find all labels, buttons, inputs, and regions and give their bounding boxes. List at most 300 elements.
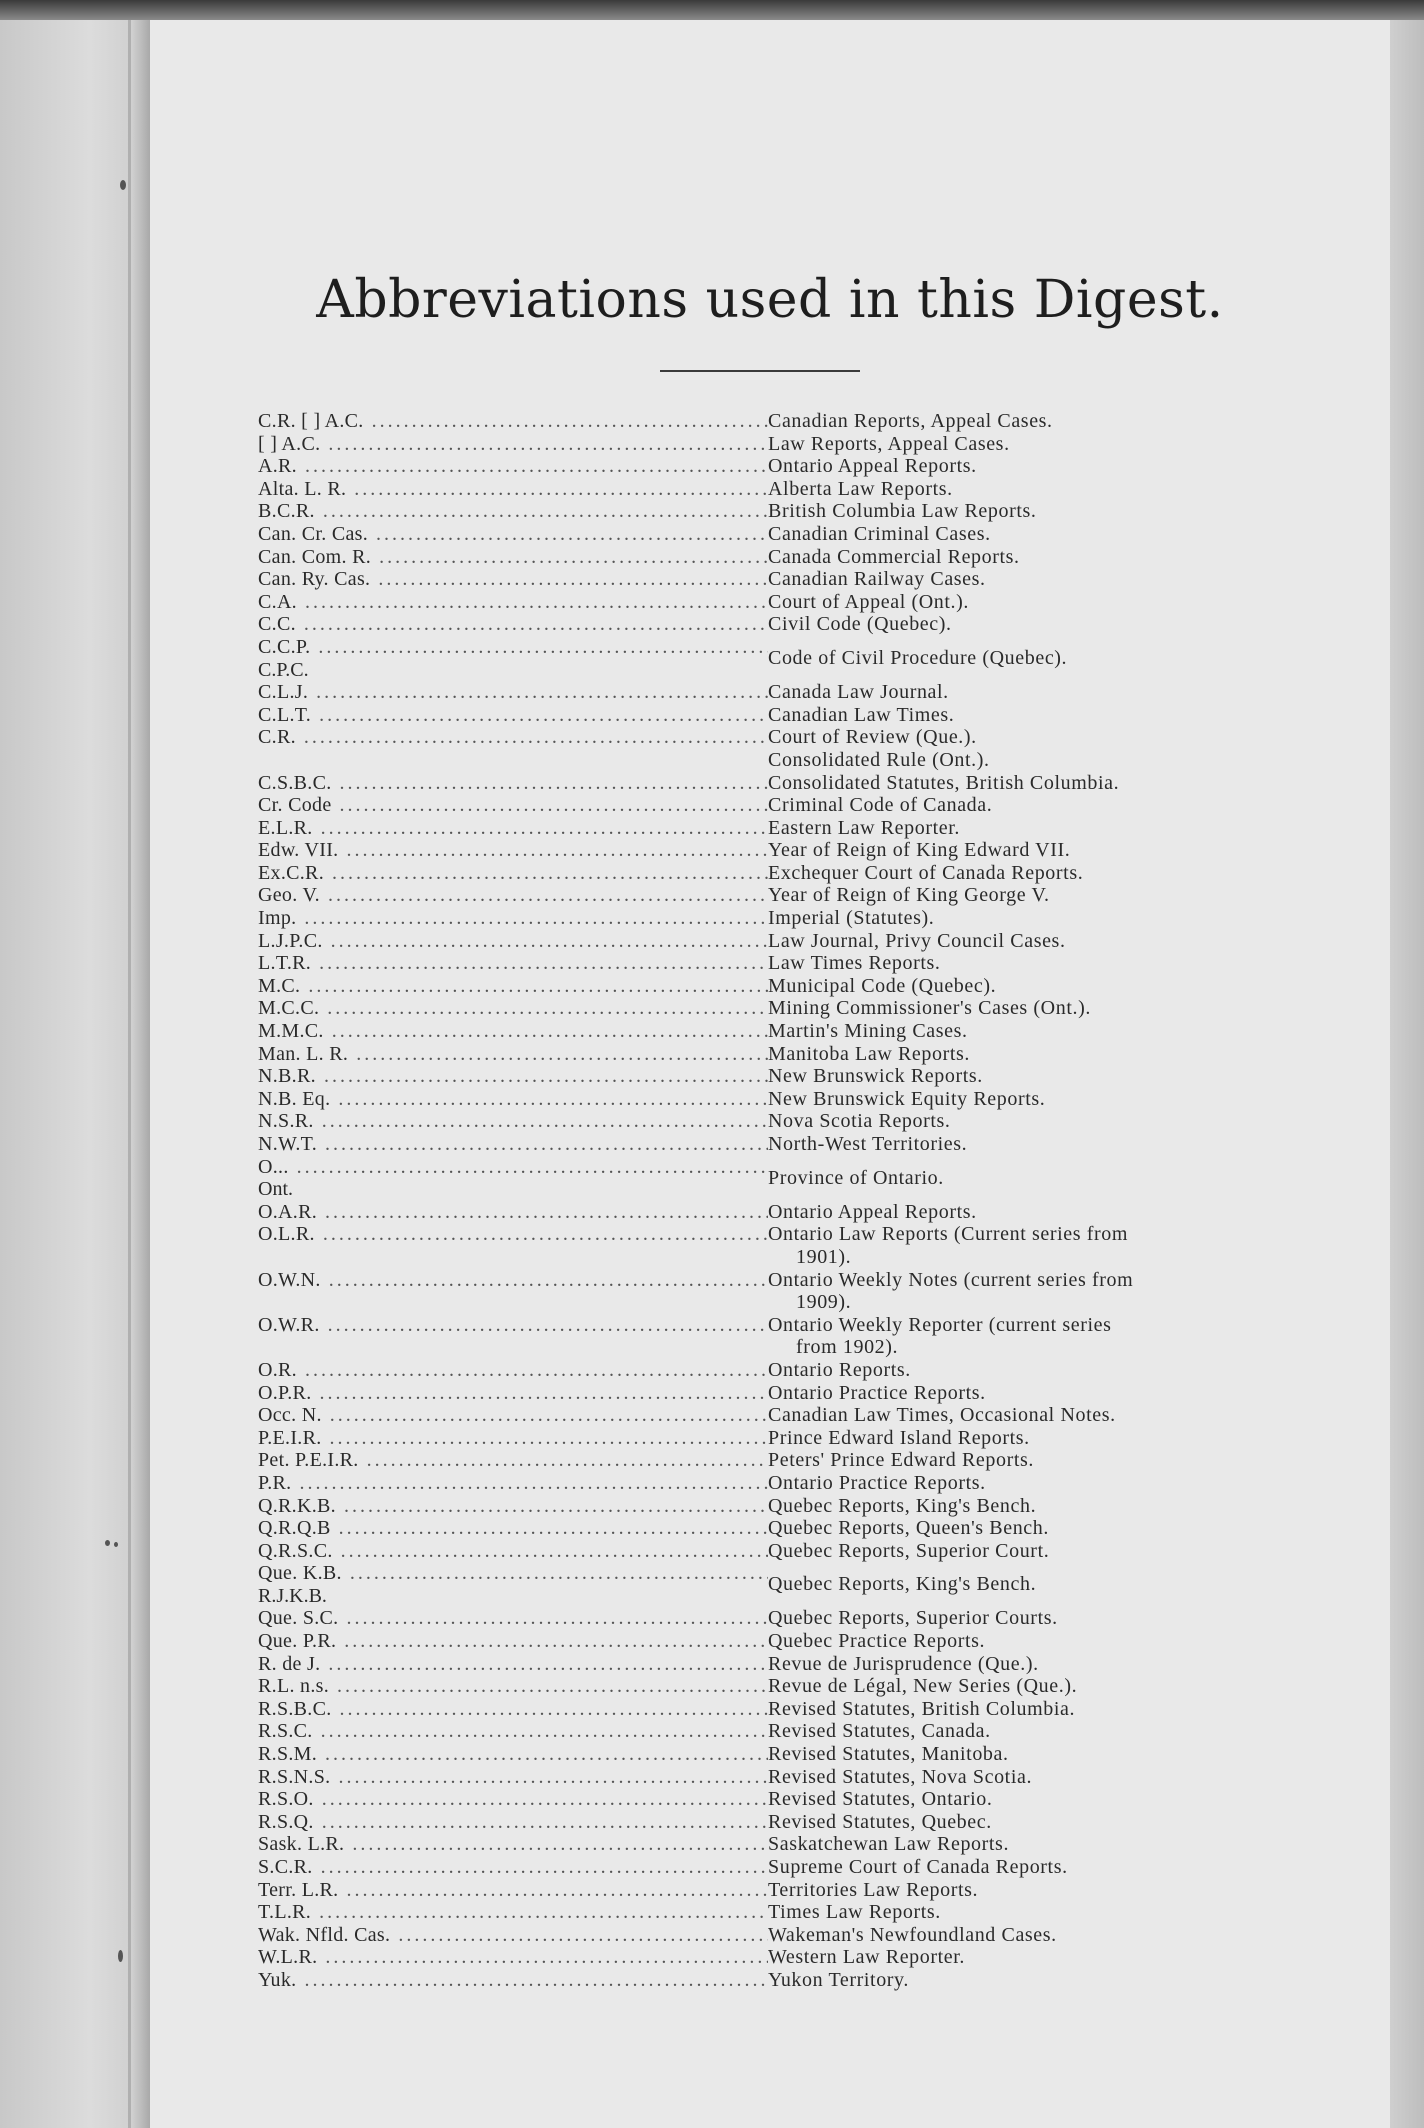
- meaning-column: [768, 1924, 1268, 1947]
- abbreviation-text-alt: R.J.K.B.: [258, 1584, 327, 1607]
- abbreviation-text: R.S.Q. .....: [258, 1811, 768, 1834]
- abbreviation-entry: [258, 839, 1268, 862]
- abbreviation-column: [258, 1201, 768, 1224]
- meaning-text: Canada Commercial Reports.: [768, 545, 1020, 568]
- meaning-column: [768, 884, 1268, 907]
- abbreviation-column: [258, 1382, 768, 1405]
- abbreviation-column: [258, 704, 768, 727]
- abbreviation-column: [258, 1879, 768, 1902]
- abbreviation-text: Alta. L. R. .....: [258, 478, 768, 501]
- meaning-text: Municipal Code (Quebec).: [768, 974, 997, 997]
- meaning-column: [768, 1675, 1268, 1698]
- abbreviation-column: [258, 1946, 768, 1969]
- meaning-text: Alberta Law Reports.: [768, 477, 953, 500]
- abbreviation-column: [258, 1562, 768, 1607]
- meaning-text: Year of Reign of King George V.: [768, 884, 1050, 907]
- abbreviation-text: C.R. [ ] A.C. .....: [258, 410, 768, 433]
- abbreviation-column: [258, 726, 768, 771]
- meaning-column: [768, 1562, 1268, 1607]
- abbreviation-text: W.L.R. .....: [258, 1946, 768, 1969]
- abbreviation-column: [258, 1472, 768, 1495]
- meaning-continuation: 1909).: [796, 1291, 852, 1314]
- abbreviation-text: Cr. Code .....: [258, 794, 768, 817]
- abbreviation-column: [258, 839, 768, 862]
- abbreviation-entry: [258, 1382, 1268, 1405]
- abbreviation-entry: [258, 1766, 1268, 1789]
- abbreviation-column: [258, 500, 768, 523]
- abbreviation-text: O.A.R. .....: [258, 1201, 768, 1224]
- abbreviation-column: [258, 1675, 768, 1698]
- abbreviation-entry: [258, 613, 1268, 636]
- abbreviation-entry: [258, 1359, 1268, 1382]
- abbreviation-entry: [258, 1449, 1268, 1472]
- meaning-text: New Brunswick Equity Reports.: [768, 1087, 1046, 1110]
- abbreviation-text: Q.R.Q.B .....: [258, 1517, 768, 1540]
- abbreviation-entry: [258, 772, 1268, 795]
- meaning-text: Revised Statutes, Manitoba.: [768, 1743, 1009, 1766]
- meaning-column: [768, 1314, 1268, 1359]
- abbreviation-entry: [258, 704, 1268, 727]
- abbreviation-entry: [258, 433, 1268, 456]
- abbreviation-entry: [258, 410, 1268, 433]
- meaning-column: [768, 1382, 1268, 1405]
- abbreviation-entry: [258, 1675, 1268, 1698]
- meaning-text: British Columbia Law Reports.: [768, 500, 1037, 523]
- abbreviation-text: R. de J. .....: [258, 1653, 768, 1676]
- abbreviation-text: Yuk. .....: [258, 1969, 768, 1992]
- meaning-column: [768, 1088, 1268, 1111]
- meaning-column: [768, 1449, 1268, 1472]
- abbreviation-entry: [258, 1856, 1268, 1879]
- meaning-text: Criminal Code of Canada.: [768, 794, 993, 817]
- meaning-text: Revised Statutes, British Columbia.: [768, 1697, 1076, 1720]
- meaning-text: Revised Statutes, Quebec.: [768, 1810, 992, 1833]
- abbreviation-entry: [258, 975, 1268, 998]
- abbreviation-column: [258, 1269, 768, 1314]
- meaning-column: [768, 930, 1268, 953]
- abbreviation-entry: [258, 1901, 1268, 1924]
- meaning-text: Exchequer Court of Canada Reports.: [768, 861, 1084, 884]
- abbreviation-entry: [258, 523, 1268, 546]
- abbreviation-entry: [258, 1562, 1268, 1607]
- abbreviation-entry: [258, 455, 1268, 478]
- abbreviation-text: O... .....: [258, 1156, 768, 1179]
- abbreviation-column: [258, 997, 768, 1020]
- abbreviation-entry: [258, 817, 1268, 840]
- abbreviation-entry: [258, 1946, 1268, 1969]
- meaning-text: Civil Code (Quebec).: [768, 613, 952, 636]
- meaning-text: Territories Law Reports.: [768, 1878, 979, 1901]
- meaning-text: New Brunswick Reports.: [768, 1065, 983, 1088]
- abbreviation-text: Edw. VII. .....: [258, 839, 768, 862]
- meaning-column: [768, 410, 1268, 433]
- abbreviation-text: R.S.O. .....: [258, 1788, 768, 1811]
- meaning-text: Canadian Reports, Appeal Cases.: [768, 410, 1053, 432]
- abbreviation-text: Que. S.C. .....: [258, 1607, 768, 1630]
- abbreviation-entry: [258, 862, 1268, 885]
- abbreviation-entry: [258, 1110, 1268, 1133]
- meaning-column: [768, 1720, 1268, 1743]
- abbreviation-column: [258, 1924, 768, 1947]
- meaning-text: Revised Statutes, Ontario.: [768, 1788, 993, 1811]
- abbreviation-column: [258, 1653, 768, 1676]
- meaning-column: [768, 1856, 1268, 1879]
- abbreviation-entry: [258, 1879, 1268, 1902]
- meaning-column: [768, 1788, 1268, 1811]
- abbreviation-text: C.S.B.C. .....: [258, 772, 768, 795]
- abbreviation-text: N.B. Eq. .....: [258, 1088, 768, 1111]
- abbreviation-entry: [258, 568, 1268, 591]
- meaning-text: Revised Statutes, Nova Scotia.: [768, 1765, 1033, 1788]
- meaning-text: Ontario Appeal Reports.: [768, 1200, 977, 1223]
- abbreviation-entry: [258, 1495, 1268, 1518]
- meaning-column: [768, 1020, 1268, 1043]
- abbreviation-column: [258, 907, 768, 930]
- meaning-column: [768, 726, 1268, 771]
- abbreviation-column: [258, 1901, 768, 1924]
- abbreviation-text: O.L.R. .....: [258, 1223, 768, 1246]
- abbreviation-column: [258, 1698, 768, 1721]
- meaning-column: [768, 1201, 1268, 1224]
- abbreviation-text: E.L.R. .....: [258, 817, 768, 840]
- meaning-column: [768, 1946, 1268, 1969]
- abbreviation-entry: [258, 1133, 1268, 1156]
- meaning-column: [768, 1065, 1268, 1088]
- abbreviation-column: [258, 1359, 768, 1382]
- abbreviation-text: O.W.N. .....: [258, 1269, 768, 1292]
- abbreviation-text: C.C. .....: [258, 613, 768, 636]
- abbreviation-text: Q.R.S.C. .....: [258, 1540, 768, 1563]
- abbreviation-column: [258, 455, 768, 478]
- meaning-column: [768, 546, 1268, 569]
- abbreviation-column: [258, 794, 768, 817]
- abbreviation-column: [258, 1743, 768, 1766]
- meaning-text: North-West Territories.: [768, 1133, 968, 1155]
- abbreviation-column: [258, 1856, 768, 1879]
- abbreviation-entry: [258, 1043, 1268, 1066]
- abbreviation-text: Terr. L.R. .....: [258, 1879, 768, 1902]
- abbreviation-entry: [258, 726, 1268, 771]
- meaning-column: [768, 997, 1268, 1020]
- meaning-text: Ontario Appeal Reports.: [768, 455, 977, 478]
- abbreviation-text: R.S.N.S. .....: [258, 1766, 768, 1789]
- abbreviation-entry: [258, 546, 1268, 569]
- meaning-text: Ontario Reports.: [768, 1358, 911, 1381]
- abbreviation-entry: [258, 1020, 1268, 1043]
- abbreviation-column: [258, 1404, 768, 1427]
- margin-speck: [118, 1950, 123, 1962]
- margin-speck: [120, 180, 126, 190]
- meaning-text: Canadian Law Times, Occasional Notes.: [768, 1404, 1116, 1427]
- abbreviation-column: [258, 568, 768, 591]
- abbreviation-text: C.L.T. .....: [258, 704, 768, 727]
- abbreviation-column: [258, 1607, 768, 1630]
- meaning-column: [768, 1359, 1268, 1382]
- meaning-column: [768, 1833, 1268, 1856]
- meaning-column: [768, 636, 1268, 681]
- meaning-text: Yukon Territory.: [768, 1968, 909, 1991]
- abbreviation-column: [258, 884, 768, 907]
- abbreviation-entry: [258, 1472, 1268, 1495]
- abbreviation-entry: [258, 1517, 1268, 1540]
- abbreviation-text: R.S.B.C. .....: [258, 1698, 768, 1721]
- meaning-text: Law Reports, Appeal Cases.: [768, 432, 1010, 455]
- abbreviation-column: [258, 1110, 768, 1133]
- abbreviation-column: [258, 1517, 768, 1540]
- abbreviation-column: [258, 1540, 768, 1563]
- abbreviation-text-alt: C.P.C.: [258, 658, 309, 681]
- meaning-text: Eastern Law Reporter.: [768, 816, 960, 839]
- abbreviation-list: [258, 410, 1268, 1992]
- meaning-column: [768, 862, 1268, 885]
- abbreviation-column: [258, 1133, 768, 1156]
- abbreviation-text: Imp. .....: [258, 907, 768, 930]
- meaning-column: [768, 1630, 1268, 1653]
- meaning-text: Ontario Practice Reports.: [768, 1471, 986, 1494]
- abbreviation-text: Can. Ry. Cas. .....: [258, 568, 768, 591]
- top-dark-edge: [0, 0, 1424, 20]
- meaning-column: [768, 1043, 1268, 1066]
- abbreviation-entry: [258, 636, 1268, 681]
- abbreviation-text: O.R. .....: [258, 1359, 768, 1382]
- abbreviation-entry: [258, 1201, 1268, 1224]
- meaning-text: Supreme Court of Canada Reports.: [768, 1856, 1068, 1878]
- meaning-text: Quebec Practice Reports.: [768, 1630, 986, 1653]
- abbreviation-column: [258, 1766, 768, 1789]
- meaning-column: [768, 1110, 1268, 1133]
- abbreviation-text: Q.R.K.B. .....: [258, 1495, 768, 1518]
- abbreviation-text: Occ. N. .....: [258, 1404, 768, 1427]
- meaning-column: [768, 1495, 1268, 1518]
- meaning-column: [768, 1269, 1268, 1314]
- abbreviation-column: [258, 1720, 768, 1743]
- meaning-column: [768, 975, 1268, 998]
- abbreviation-column: [258, 1065, 768, 1088]
- meaning-column: [768, 478, 1268, 501]
- meaning-text: Province of Ontario.: [768, 1166, 944, 1189]
- abbreviation-entry: [258, 1314, 1268, 1359]
- abbreviation-text: L.J.P.C. .....: [258, 930, 768, 953]
- meaning-column: [768, 500, 1268, 523]
- margin-speck: [114, 1542, 118, 1547]
- abbreviation-text: Can. Com. R. .....: [258, 546, 768, 569]
- abbreviation-entry: [258, 884, 1268, 907]
- meaning-text: Quebec Reports, Queen's Bench.: [768, 1517, 1049, 1540]
- abbreviation-text: Man. L. R. .....: [258, 1043, 768, 1066]
- abbreviation-column: [258, 975, 768, 998]
- abbreviation-column: [258, 772, 768, 795]
- meaning-text: Canadian Criminal Cases.: [768, 522, 991, 545]
- abbreviation-column: [258, 591, 768, 614]
- abbreviation-text: B.C.R. .....: [258, 500, 768, 523]
- meaning-text: Court of Review (Que.).: [768, 726, 977, 749]
- abbreviation-column: [258, 681, 768, 704]
- meaning-column: [768, 613, 1268, 636]
- meaning-column: [768, 1156, 1268, 1201]
- abbreviation-text: P.E.I.R. .....: [258, 1427, 768, 1450]
- meaning-text: Imperial (Statutes).: [768, 907, 935, 930]
- meaning-text: Prince Edward Island Reports.: [768, 1426, 1030, 1449]
- abbreviation-text: L.T.R. .....: [258, 952, 768, 975]
- margin-speck: [105, 1540, 110, 1546]
- abbreviation-column: [258, 1223, 768, 1268]
- abbreviation-text: A.R. .....: [258, 455, 768, 478]
- meaning-column: [768, 772, 1268, 795]
- abbreviation-column: [258, 478, 768, 501]
- meaning-continuation: Consolidated Rule (Ont.).: [768, 748, 990, 771]
- meaning-column: [768, 1472, 1268, 1495]
- meaning-column: [768, 433, 1268, 456]
- abbreviation-text: R.S.C. .....: [258, 1720, 768, 1743]
- abbreviation-entry: [258, 1156, 1268, 1201]
- meaning-column: [768, 1698, 1268, 1721]
- meaning-text: Canadian Law Times.: [768, 703, 955, 726]
- meaning-text: Ontario Weekly Reporter (current series: [768, 1313, 1112, 1336]
- meaning-column: [768, 1223, 1268, 1268]
- abbreviation-text: C.R. .....: [258, 726, 768, 749]
- abbreviation-column: [258, 817, 768, 840]
- abbreviation-text: Que. P.R. .....: [258, 1630, 768, 1653]
- meaning-text: Martin's Mining Cases.: [768, 1020, 968, 1043]
- abbreviation-text: C.L.J. .....: [258, 681, 768, 704]
- meaning-text: Ontario Practice Reports.: [768, 1381, 986, 1404]
- abbreviation-entry: [258, 1088, 1268, 1111]
- abbreviation-text: N.W.T. .....: [258, 1133, 768, 1156]
- meaning-column: [768, 1901, 1268, 1924]
- meaning-column: [768, 952, 1268, 975]
- meaning-text: Canadian Railway Cases.: [768, 568, 986, 591]
- abbreviation-entry: [258, 1653, 1268, 1676]
- meaning-text: Year of Reign of King Edward VII.: [768, 839, 1071, 862]
- meaning-text: Mining Commissioner's Cases (Ont.).: [768, 997, 1091, 1020]
- abbreviation-text: N.S.R. .....: [258, 1110, 768, 1133]
- meaning-column: [768, 1969, 1268, 1992]
- meaning-text: Consolidated Statutes, British Columbia.: [768, 771, 1120, 794]
- abbreviation-text: Ex.C.R. .....: [258, 862, 768, 885]
- abbreviation-text: Sask. L.R. .....: [258, 1833, 768, 1856]
- meaning-text: Quebec Reports, Superior Court.: [768, 1539, 1050, 1562]
- meaning-column: [768, 1879, 1268, 1902]
- meaning-text: Law Journal, Privy Council Cases.: [768, 929, 1066, 952]
- meaning-column: [768, 1653, 1268, 1676]
- meaning-text: Times Law Reports.: [768, 1901, 941, 1924]
- meaning-text: Court of Appeal (Ont.).: [768, 590, 969, 613]
- meaning-column: [768, 1404, 1268, 1427]
- meaning-text: Wakeman's Newfoundland Cases.: [768, 1923, 1057, 1946]
- abbreviation-entry: [258, 1630, 1268, 1653]
- abbreviation-text: S.C.R. .....: [258, 1856, 768, 1879]
- meaning-text: Nova Scotia Reports.: [768, 1110, 951, 1133]
- abbreviation-column: [258, 433, 768, 456]
- meaning-column: [768, 455, 1268, 478]
- meaning-continuation: 1901).: [796, 1245, 852, 1268]
- meaning-column: [768, 907, 1268, 930]
- abbreviation-entry: [258, 1607, 1268, 1630]
- meaning-text: Revue de Légal, New Series (Que.).: [768, 1675, 1078, 1698]
- abbreviation-entry: [258, 1223, 1268, 1268]
- abbreviation-column: [258, 546, 768, 569]
- abbreviation-column: [258, 1788, 768, 1811]
- abbreviation-entry: [258, 794, 1268, 817]
- meaning-column: [768, 1811, 1268, 1834]
- abbreviation-entry: [258, 930, 1268, 953]
- abbreviation-column: [258, 1833, 768, 1856]
- abbreviation-column: [258, 1156, 768, 1201]
- abbreviation-text: M.M.C. .....: [258, 1020, 768, 1043]
- abbreviation-column: [258, 1314, 768, 1359]
- meaning-column: [768, 1133, 1268, 1156]
- meaning-column: [768, 839, 1268, 862]
- abbreviation-column: [258, 613, 768, 636]
- abbreviation-text: M.C. .....: [258, 975, 768, 998]
- meaning-column: [768, 681, 1268, 704]
- abbreviation-entry: [258, 1427, 1268, 1450]
- abbreviation-entry: [258, 1720, 1268, 1743]
- abbreviation-column: [258, 862, 768, 885]
- abbreviation-column: [258, 930, 768, 953]
- meaning-text: Saskatchewan Law Reports.: [768, 1833, 1010, 1856]
- meaning-column: [768, 568, 1268, 591]
- meaning-text: Quebec Reports, Superior Courts.: [768, 1607, 1058, 1630]
- abbreviation-text: C.C.P. .....: [258, 636, 768, 659]
- meaning-continuation: from 1902).: [796, 1336, 899, 1359]
- right-page-edge: [1390, 20, 1424, 2128]
- abbreviation-entry: [258, 1065, 1268, 1088]
- abbreviation-entry: [258, 1811, 1268, 1834]
- meaning-text: Revue de Jurisprudence (Que.).: [768, 1652, 1039, 1675]
- abbreviation-column: [258, 1043, 768, 1066]
- abbreviation-text: [ ] A.C. .....: [258, 433, 768, 456]
- abbreviation-text: O.P.R. .....: [258, 1382, 768, 1405]
- abbreviation-text: Can. Cr. Cas. .....: [258, 523, 768, 546]
- meaning-text: Ontario Law Reports (Current series from: [768, 1223, 1129, 1246]
- abbreviation-text: Geo. V. .....: [258, 884, 768, 907]
- abbreviation-text: T.L.R. .....: [258, 1901, 768, 1924]
- meaning-column: [768, 523, 1268, 546]
- abbreviation-text: Que. K.B. .....: [258, 1562, 768, 1585]
- abbreviation-entry: [258, 1698, 1268, 1721]
- meaning-text: Canada Law Journal.: [768, 681, 949, 704]
- meaning-text: Quebec Reports, King's Bench.: [768, 1573, 1037, 1596]
- abbreviation-entry: [258, 591, 1268, 614]
- meaning-text: Ontario Weekly Notes (current series from: [768, 1268, 1134, 1291]
- meaning-column: [768, 704, 1268, 727]
- meaning-text: Quebec Reports, King's Bench.: [768, 1494, 1037, 1517]
- abbreviation-entry: [258, 1833, 1268, 1856]
- meaning-text: Code of Civil Procedure (Quebec).: [768, 646, 1068, 669]
- page-title: Abbreviations used in this Digest.: [316, 270, 1224, 330]
- meaning-column: [768, 1743, 1268, 1766]
- abbreviation-entry: [258, 1404, 1268, 1427]
- abbreviation-entry: [258, 1269, 1268, 1314]
- abbreviation-text: P.R. .....: [258, 1472, 768, 1495]
- abbreviation-column: [258, 523, 768, 546]
- abbreviation-text: N.B.R. .....: [258, 1065, 768, 1088]
- meaning-column: [768, 1517, 1268, 1540]
- meaning-column: [768, 1540, 1268, 1563]
- abbreviation-column: [258, 952, 768, 975]
- abbreviation-column: [258, 1811, 768, 1834]
- meaning-text: Peters' Prince Edward Reports.: [768, 1449, 1034, 1472]
- abbreviation-column: [258, 1427, 768, 1450]
- meaning-text: Manitoba Law Reports.: [768, 1042, 971, 1065]
- meaning-text: Revised Statutes, Canada.: [768, 1720, 991, 1743]
- abbreviation-entry: [258, 1743, 1268, 1766]
- abbreviation-column: [258, 1020, 768, 1043]
- abbreviation-entry: [258, 952, 1268, 975]
- abbreviation-entry: [258, 500, 1268, 523]
- binding-fold: [128, 20, 131, 2128]
